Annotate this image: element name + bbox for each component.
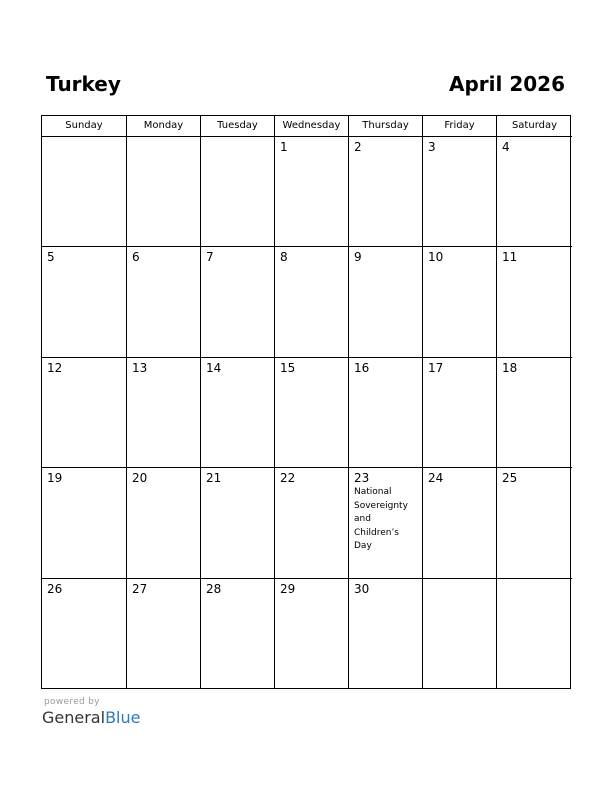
day-cell <box>42 468 127 579</box>
day-cell <box>423 358 497 468</box>
day-number: 2 <box>354 140 362 154</box>
holiday-label: National Sovereignty and Children’s Day <box>354 487 408 551</box>
weekday-header-sunday: Sunday <box>42 116 127 137</box>
day-number: 15 <box>280 361 296 375</box>
day-cell <box>497 468 572 579</box>
day-cell <box>127 358 201 468</box>
day-number: 13 <box>132 361 148 375</box>
day-cell-holiday <box>349 468 423 579</box>
day-number: 11 <box>502 250 518 264</box>
calendar-grid <box>41 115 571 689</box>
day-number: 14 <box>206 361 222 375</box>
day-cell <box>127 579 201 689</box>
day-number: 21 <box>206 471 222 485</box>
month-year-title: April 2026 <box>449 72 565 96</box>
day-number: 6 <box>132 250 140 264</box>
day-cell <box>423 137 497 247</box>
weekday-header-wednesday: Wednesday <box>275 116 349 137</box>
day-cell <box>42 579 127 689</box>
day-number: 28 <box>206 582 222 596</box>
day-cell <box>497 579 572 689</box>
day-cell <box>423 247 497 358</box>
day-cell <box>349 579 423 689</box>
day-number: 3 <box>428 140 436 154</box>
day-number: 30 <box>354 582 370 596</box>
day-cell <box>42 247 127 358</box>
day-cell <box>42 137 127 247</box>
day-number: 19 <box>47 471 63 485</box>
day-number: 20 <box>132 471 148 485</box>
day-cell <box>275 468 349 579</box>
weekday-header-friday: Friday <box>423 116 497 137</box>
day-number: 5 <box>47 250 55 264</box>
day-cell <box>201 247 275 358</box>
day-number: 18 <box>502 361 518 375</box>
powered-by-text: powered by <box>44 697 100 707</box>
day-cell <box>349 137 423 247</box>
day-number: 12 <box>47 361 63 375</box>
weekday-header-thursday: Thursday <box>349 116 423 137</box>
day-cell <box>42 358 127 468</box>
day-cell <box>127 247 201 358</box>
day-number: 10 <box>428 250 444 264</box>
day-number: 9 <box>354 250 362 264</box>
day-number: 26 <box>47 582 63 596</box>
day-cell <box>423 468 497 579</box>
day-cell <box>349 247 423 358</box>
logo-text-blue: Blue <box>105 708 141 727</box>
day-cell <box>497 247 572 358</box>
day-number: 22 <box>280 471 296 485</box>
day-number: 25 <box>502 471 518 485</box>
day-number: 7 <box>206 250 214 264</box>
weekday-header-tuesday: Tuesday <box>201 116 275 137</box>
day-number: 4 <box>502 140 510 154</box>
day-number: 29 <box>280 582 296 596</box>
country-title: Turkey <box>46 72 121 96</box>
day-cell <box>275 358 349 468</box>
weekday-header-monday: Monday <box>127 116 201 137</box>
day-cell <box>497 358 572 468</box>
day-number: 24 <box>428 471 444 485</box>
day-cell <box>423 579 497 689</box>
day-number: 17 <box>428 361 444 375</box>
day-number: 23 <box>354 471 370 485</box>
generalblue-logo[interactable] <box>42 708 140 728</box>
day-cell <box>349 358 423 468</box>
day-cell <box>275 247 349 358</box>
day-cell <box>497 137 572 247</box>
day-number: 1 <box>280 140 288 154</box>
day-cell <box>127 137 201 247</box>
weekday-header-saturday: Saturday <box>497 116 572 137</box>
day-number: 8 <box>280 250 288 264</box>
day-cell <box>127 468 201 579</box>
day-cell <box>201 358 275 468</box>
day-cell <box>275 579 349 689</box>
day-cell <box>201 137 275 247</box>
logo-text-general: General <box>42 708 106 727</box>
day-cell <box>201 579 275 689</box>
day-number: 16 <box>354 361 370 375</box>
day-cell <box>201 468 275 579</box>
day-cell <box>275 137 349 247</box>
day-number: 27 <box>132 582 148 596</box>
